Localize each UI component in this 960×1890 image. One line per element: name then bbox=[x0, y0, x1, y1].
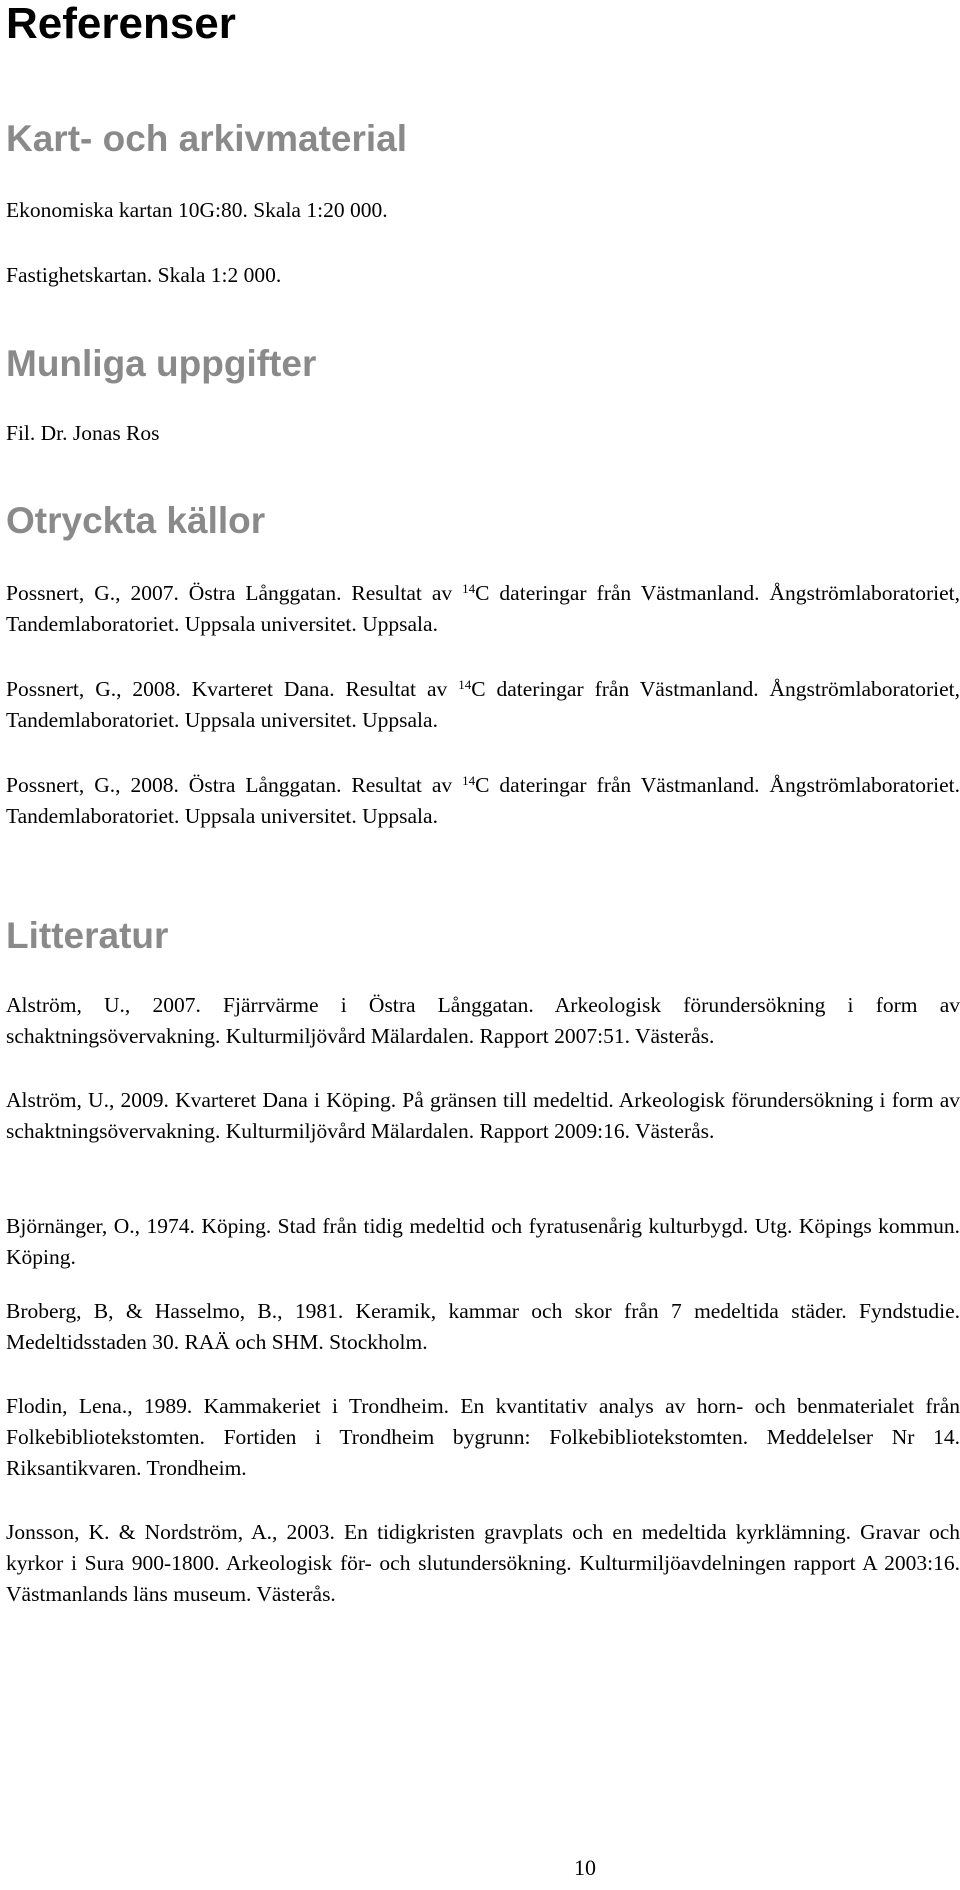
reference-item: Fil. Dr. Jonas Ros bbox=[6, 421, 160, 445]
reference-item: Possnert, G., 2008. Östra Långgatan. Resultat av $^{14}$C dateringar från Västmanland. Ångströmlaboratoriet. Tandemlaboratoriet. Uppsala universitet. Uppsala. bbox=[6, 773, 960, 828]
reference-item: Fastighetskartan. Skala 1:2 000. bbox=[6, 263, 282, 287]
reference-item: Alström, U., 2009. Kvarteret Dana i Köping. På gränsen till medeltid. Arkeologisk förundersökning i form av schaktningsövervakning. Kulturmiljövård Mälardalen. Rapport 2009:16. Västerås. bbox=[6, 1088, 960, 1143]
reference-item: Possnert, G., 2007. Östra Långgatan. Resultat av $^{14}$C dateringar från Västmanland. Ångströmlaboratoriet, Tandemlaboratoriet. Uppsala universitet. Uppsala. bbox=[6, 581, 960, 636]
page-number: 10 bbox=[574, 1855, 596, 1880]
heading-munliga-uppgifter: Munliga uppgifter bbox=[6, 343, 317, 384]
reference-item: Broberg, B, & Hasselmo, B., 1981. Keramik, kammar och skor från 7 medeltida städer. Fyndstudie. Medeltidsstaden 30. RAÄ och SHM. Stockholm. bbox=[6, 1299, 960, 1354]
reference-item: Ekonomiska kartan 10G:80. Skala 1:20 000. bbox=[6, 198, 388, 222]
page-title: Referenser bbox=[6, 0, 236, 48]
reference-item: Possnert, G., 2008. Kvarteret Dana. Resultat av $^{14}$C dateringar från Västmanland. Ångströmlaboratoriet, Tandemlaboratoriet. Uppsala universitet. Uppsala. bbox=[6, 677, 960, 732]
heading-litteratur: Litteratur bbox=[6, 915, 169, 956]
reference-item: Alström, U., 2007. Fjärrvärme i Östra Långgatan. Arkeologisk förundersökning i form av schaktningsövervakning. Kulturmiljövård Mälardalen. Rapport 2007:51. Västerås. bbox=[6, 993, 960, 1048]
heading-kart-och-arkivmaterial: Kart- och arkivmaterial bbox=[6, 118, 408, 159]
reference-item: Björnänger, O., 1974. Köping. Stad från tidig medeltid och fyratusenårig kulturbygd. Utg. Köpings kommun. Köping. bbox=[6, 1214, 960, 1269]
reference-item: Jonsson, K. & Nordström, A., 2003. En tidigkristen gravplats och en medeltida kyrklämning. Gravar och kyrkor i Sura 900-1800. Arkeologisk för- och slutundersökning. Kulturmiljöavdelningen rapport A 2003:16. Västmanlands läns museum. Västerås. bbox=[6, 1520, 960, 1606]
document-page bbox=[6, 0, 960, 1890]
reference-item: Flodin, Lena., 1989. Kammakeriet i Trondheim. En kvantitativ analys av horn- och benmaterialet från Folkebibliotekstomten. Fortiden i Trondheim bygrunn: Folkebibliotekstomten. Meddelelser Nr 14. Riksantikvaren. Trondheim. bbox=[6, 1394, 960, 1480]
heading-otryckta-kallor: Otryckta källor bbox=[6, 500, 266, 541]
